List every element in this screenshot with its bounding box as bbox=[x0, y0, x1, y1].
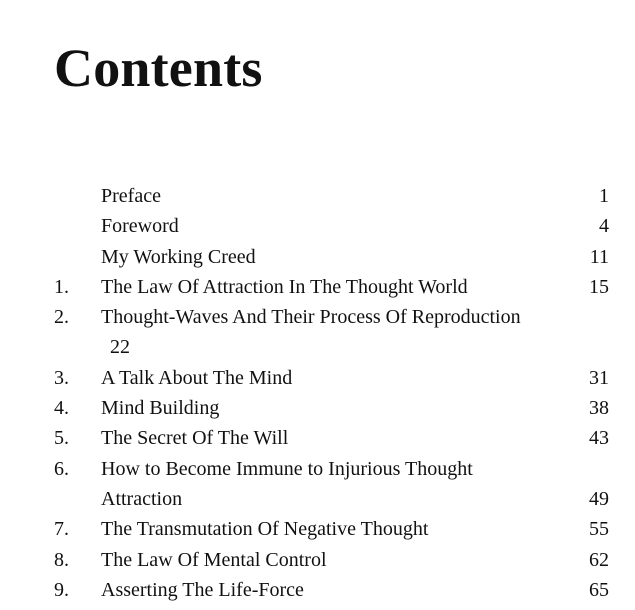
entry-page-number: 43 bbox=[589, 427, 609, 450]
toc-entry-foreword[interactable] bbox=[0, 211, 635, 241]
entry-number: 8. bbox=[54, 548, 69, 571]
entry-title: Thought-Waves And Their Process Of Reproduction bbox=[101, 306, 521, 329]
entry-page-number: 22 bbox=[110, 336, 130, 359]
entry-page-number: 62 bbox=[589, 548, 609, 571]
entry-page-number: 11 bbox=[589, 245, 609, 268]
toc-entry-chapter-7[interactable] bbox=[0, 514, 635, 544]
toc-entry-chapter-1[interactable] bbox=[0, 272, 635, 302]
entry-page-number: 15 bbox=[589, 275, 609, 298]
entry-number: 9. bbox=[54, 578, 69, 601]
entry-number: 3. bbox=[54, 366, 69, 389]
entry-title: Foreword bbox=[101, 215, 179, 238]
entry-page-number: 38 bbox=[589, 397, 609, 420]
entry-title: The Law Of Attraction In The Thought World bbox=[101, 275, 468, 298]
entry-title: Mind Building bbox=[101, 397, 220, 420]
toc-entry-chapter-4[interactable] bbox=[0, 393, 635, 423]
toc-entry-chapter-8[interactable] bbox=[0, 545, 635, 575]
entry-number: 6. bbox=[54, 457, 69, 480]
entry-title: The Law Of Mental Control bbox=[101, 548, 327, 571]
entry-page-number: 55 bbox=[589, 518, 609, 541]
entry-number: 7. bbox=[54, 518, 69, 541]
entry-number: 2. bbox=[54, 306, 69, 329]
entry-number: 4. bbox=[54, 397, 69, 420]
entry-title: The Transmutation Of Negative Thought bbox=[101, 518, 429, 541]
toc-entry-chapter-2-continuation[interactable] bbox=[0, 332, 635, 362]
toc-entry-chapter-9[interactable] bbox=[0, 575, 635, 605]
toc-entry-preface[interactable] bbox=[0, 181, 635, 211]
toc-entry-chapter-6[interactable] bbox=[0, 454, 635, 484]
entry-page-number: 65 bbox=[589, 578, 609, 601]
entry-title: Preface bbox=[101, 185, 161, 207]
toc-entry-chapter-6-continuation[interactable] bbox=[0, 484, 635, 514]
entry-title: How to Become Immune to Injurious Thought bbox=[101, 457, 473, 480]
entry-title-continuation: Attraction bbox=[101, 487, 183, 510]
entry-title: A Talk About The Mind bbox=[101, 366, 293, 389]
entry-title: Asserting The Life-Force bbox=[101, 578, 304, 601]
page-title: Contents bbox=[54, 38, 263, 98]
toc-entry-chapter-2[interactable] bbox=[0, 302, 635, 332]
entry-number: 5. bbox=[54, 427, 69, 450]
toc-entry-working-creed[interactable] bbox=[0, 242, 635, 272]
toc-entry-chapter-5[interactable] bbox=[0, 423, 635, 453]
entry-page-number: 4 bbox=[599, 215, 609, 238]
entry-title: The Secret Of The Will bbox=[101, 427, 289, 450]
entry-number: 1. bbox=[54, 275, 69, 298]
table-of-contents bbox=[0, 181, 635, 605]
entry-page-number: 49 bbox=[589, 487, 609, 510]
entry-page-number: 1 bbox=[599, 185, 609, 207]
toc-entry-chapter-3[interactable] bbox=[0, 363, 635, 393]
entry-title: My Working Creed bbox=[101, 245, 256, 268]
entry-page-number: 31 bbox=[589, 366, 609, 389]
